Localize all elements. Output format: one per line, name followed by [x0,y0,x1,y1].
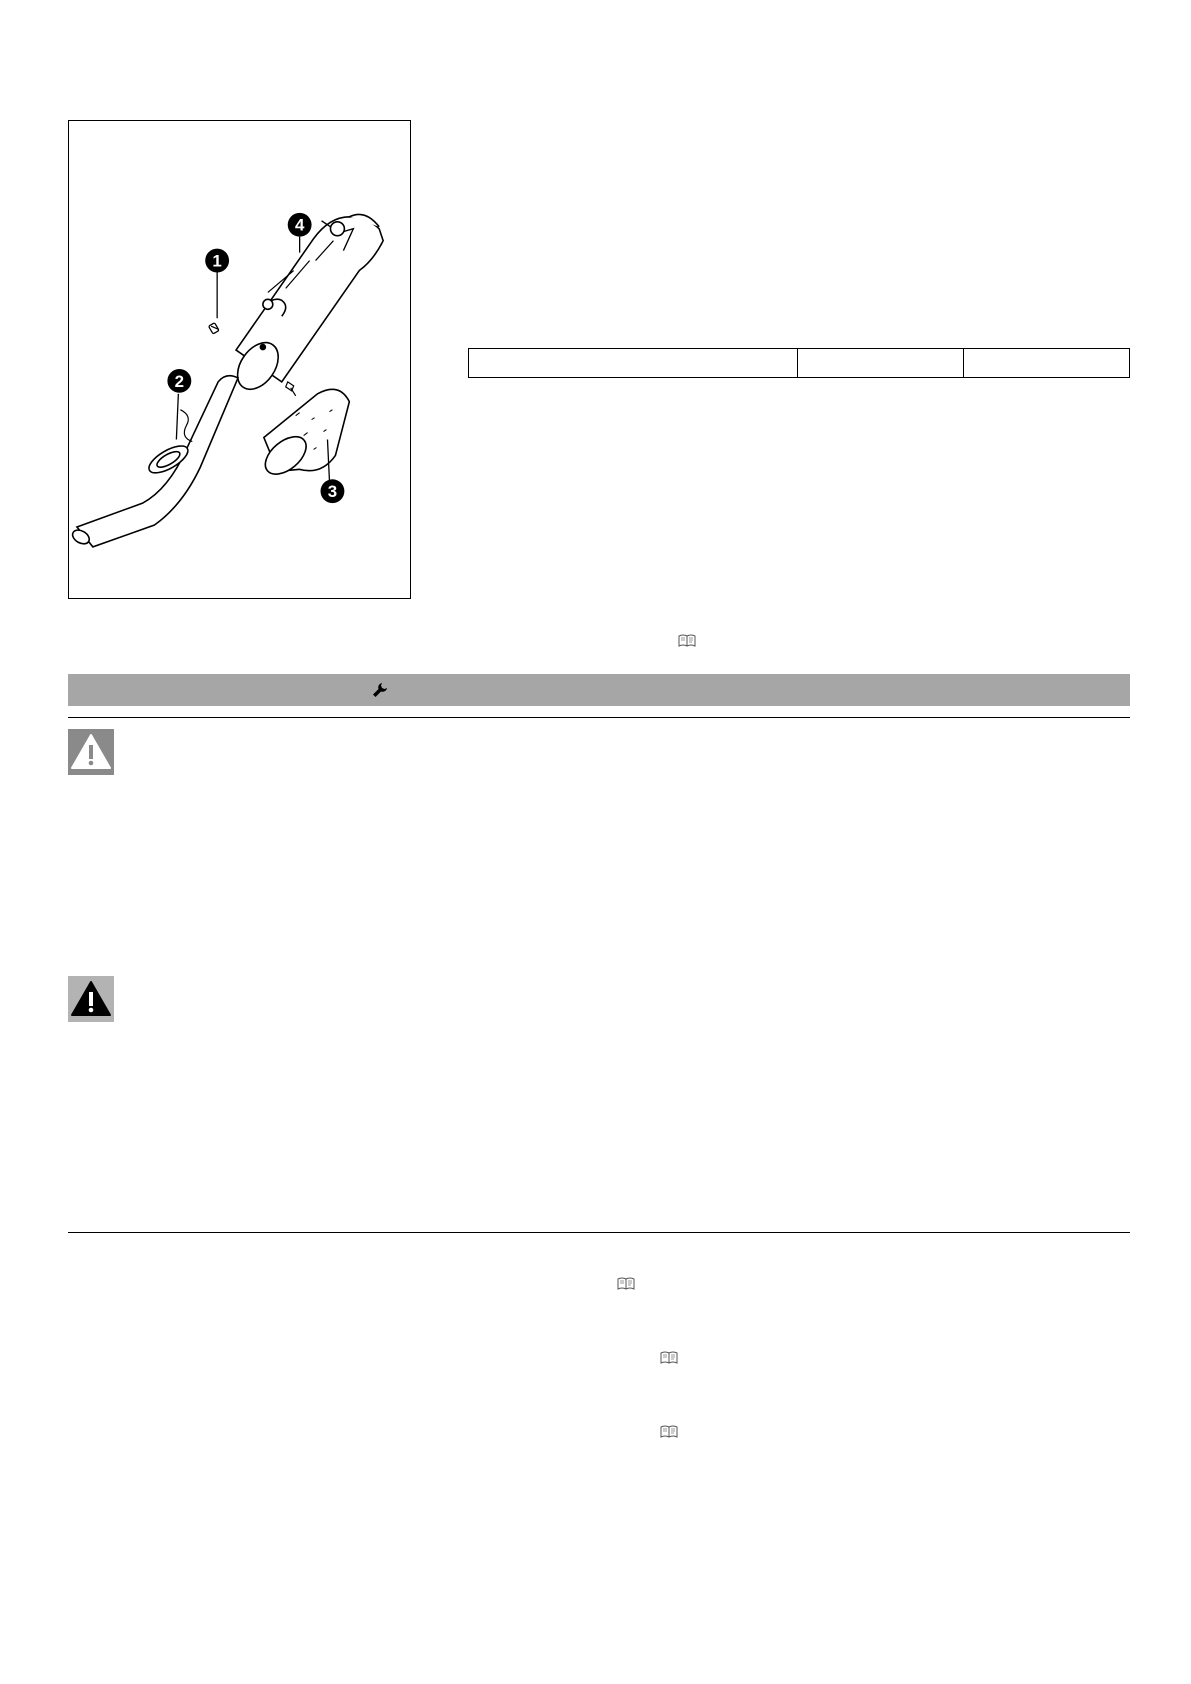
callout-2 [167,369,191,393]
callout-label: 4 [294,215,305,235]
section-divider [68,1232,1130,1233]
exhaust-pipe-part-2 [70,376,238,547]
section-divider [68,717,1130,718]
warning-triangle-icon [68,729,114,775]
book-reference-icon[interactable] [660,1425,678,1439]
table-row [469,349,1130,378]
muffler-insert-part-3 [259,389,350,481]
warning-box [68,729,114,775]
callout-label: 1 [212,251,222,271]
wrench-icon [372,682,388,698]
screw [286,382,296,396]
muffler-part-4 [229,214,383,396]
callout-3 [321,479,345,503]
caution-box [68,976,114,1022]
callout-1 [205,249,229,273]
book-reference-icon[interactable] [678,634,696,648]
callout-label: 3 [327,482,338,502]
table-cell [469,349,798,378]
warning-triangle-icon [68,976,114,1022]
work-step-header-bar [68,674,1130,706]
table-cell [798,349,964,378]
book-reference-icon[interactable] [617,1277,635,1291]
specification-table [468,348,1130,378]
callout-label: 2 [174,371,185,391]
table-cell [964,349,1130,378]
book-reference-icon[interactable] [660,1351,678,1365]
exploded-view-figure [68,120,411,599]
screw-part-1 [209,271,220,334]
muffler-illustration [69,121,410,598]
